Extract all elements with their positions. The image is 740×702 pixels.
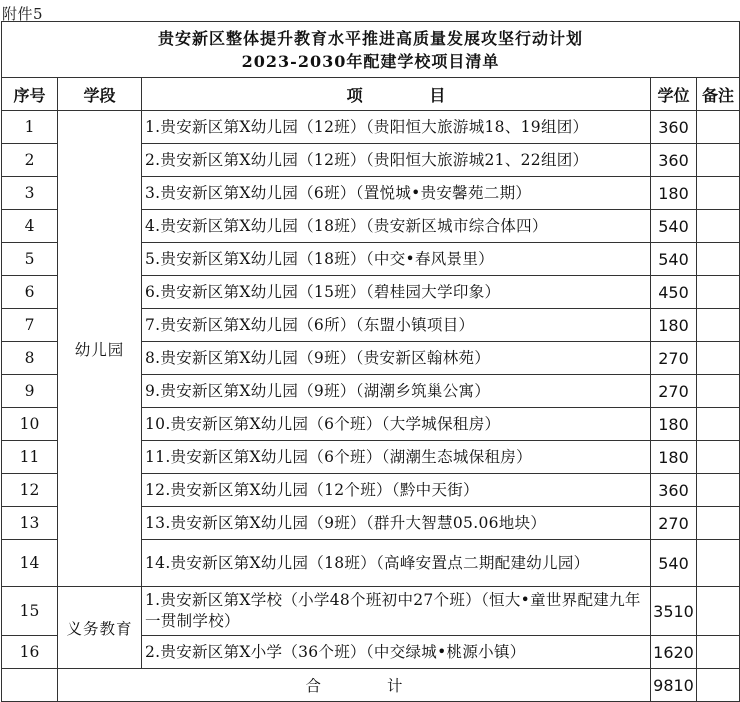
row-no: 4 — [2, 210, 58, 243]
title-line-1: 贵安新区整体提升教育水平推进高质量发展攻坚行动计划 — [157, 28, 583, 48]
row-capacity: 270 — [651, 507, 697, 540]
row-remarks — [697, 507, 740, 540]
row-project: 8.贵安新区第X幼儿园（9班）（贵安新区翰林苑） — [142, 342, 651, 375]
row-remarks — [697, 243, 740, 276]
total-label — [58, 669, 651, 702]
row-capacity: 180 — [651, 408, 697, 441]
row-remarks — [697, 441, 740, 474]
row-capacity: 360 — [651, 111, 697, 144]
row-no: 8 — [2, 342, 58, 375]
row-remarks — [697, 276, 740, 309]
row-remarks — [697, 375, 740, 408]
row-no: 13 — [2, 507, 58, 540]
row-project: 1.贵安新区第X学校（小学48个班初中27个班）（恒大•童世界配建九年一贯制学校） — [142, 587, 651, 636]
row-remarks — [697, 636, 740, 669]
table-title — [2, 22, 740, 78]
total-no-cell — [2, 669, 58, 702]
header-row — [2, 78, 740, 111]
row-capacity: 450 — [651, 276, 697, 309]
row-no: 7 — [2, 309, 58, 342]
row-remarks — [697, 111, 740, 144]
row-project: 1.贵安新区第X幼儿园（12班）（贵阳恒大旅游城18、19组团） — [142, 111, 651, 144]
row-capacity: 180 — [651, 441, 697, 474]
row-capacity: 180 — [651, 309, 697, 342]
row-no: 5 — [2, 243, 58, 276]
row-project: 6.贵安新区第X幼儿园（15班）（碧桂园大学印象） — [142, 276, 651, 309]
row-remarks — [697, 144, 740, 177]
table-row — [2, 587, 740, 636]
row-project: 13.贵安新区第X幼儿园（9班）（群升大智慧05.06地块） — [142, 507, 651, 540]
row-project: 10.贵安新区第X幼儿园（6个班）（大学城保租房） — [142, 408, 651, 441]
total-capacity: 9810 — [651, 669, 697, 702]
attachment-label: 附件5 — [2, 5, 44, 23]
header-no: 序号 — [2, 78, 58, 111]
row-project: 2.贵安新区第X小学（36个班）（中交绿城•桃源小镇） — [142, 636, 651, 669]
row-project: 3.贵安新区第X幼儿园（6班）（置悦城•贵安馨苑二期） — [142, 177, 651, 210]
total-remarks — [697, 669, 740, 702]
row-no: 15 — [2, 587, 58, 636]
row-remarks — [697, 587, 740, 636]
total-label-b: 计 — [386, 677, 403, 695]
row-project: 12.贵安新区第X幼儿园（12个班）（黔中天街） — [142, 474, 651, 507]
row-remarks — [697, 408, 740, 441]
header-project: 项 目 — [142, 78, 651, 111]
row-project: 11.贵安新区第X幼儿园（6个班）（湖潮生态城保租房） — [142, 441, 651, 474]
row-no: 6 — [2, 276, 58, 309]
row-no: 9 — [2, 375, 58, 408]
header-capacity: 学位 — [651, 78, 697, 111]
row-no: 10 — [2, 408, 58, 441]
stage-compulsory: 义务教育 — [58, 587, 142, 669]
row-capacity: 540 — [651, 540, 697, 587]
row-capacity: 360 — [651, 144, 697, 177]
row-no: 11 — [2, 441, 58, 474]
row-remarks — [697, 210, 740, 243]
row-no: 1 — [2, 111, 58, 144]
row-project: 14.贵安新区第X幼儿园（18班）（高峰安置点二期配建幼儿园） — [142, 540, 651, 587]
row-no: 2 — [2, 144, 58, 177]
row-remarks — [697, 474, 740, 507]
row-project: 4.贵安新区第X幼儿园（18班）（贵安新区城市综合体四） — [142, 210, 651, 243]
row-project: 7.贵安新区第X幼儿园（6所）（东盟小镇项目） — [142, 309, 651, 342]
row-project: 5.贵安新区第X幼儿园（18班）（中交•春风景里） — [142, 243, 651, 276]
header-stage: 学段 — [58, 78, 142, 111]
row-capacity: 270 — [651, 342, 697, 375]
row-capacity: 180 — [651, 177, 697, 210]
stage-kindergarten: 幼儿园 — [58, 111, 142, 587]
row-no: 16 — [2, 636, 58, 669]
row-capacity: 540 — [651, 243, 697, 276]
row-capacity: 360 — [651, 474, 697, 507]
row-no: 14 — [2, 540, 58, 587]
row-project: 2.贵安新区第X幼儿园（12班）（贵阳恒大旅游城21、22组团） — [142, 144, 651, 177]
row-remarks — [697, 342, 740, 375]
row-capacity: 3510 — [651, 587, 697, 636]
title-line-2: 2023-2030年配建学校项目清单 — [241, 51, 500, 71]
project-table — [1, 21, 740, 702]
row-no: 3 — [2, 177, 58, 210]
row-remarks — [697, 540, 740, 587]
row-remarks — [697, 309, 740, 342]
total-label-a: 合 — [305, 677, 322, 695]
table-row — [2, 111, 740, 144]
row-remarks — [697, 177, 740, 210]
header-remarks: 备注 — [697, 78, 740, 111]
row-capacity: 1620 — [651, 636, 697, 669]
row-no: 12 — [2, 474, 58, 507]
row-capacity: 540 — [651, 210, 697, 243]
row-capacity: 270 — [651, 375, 697, 408]
row-project: 9.贵安新区第X幼儿园（9班）（湖潮乡筑巢公寓） — [142, 375, 651, 408]
total-row — [2, 669, 740, 702]
